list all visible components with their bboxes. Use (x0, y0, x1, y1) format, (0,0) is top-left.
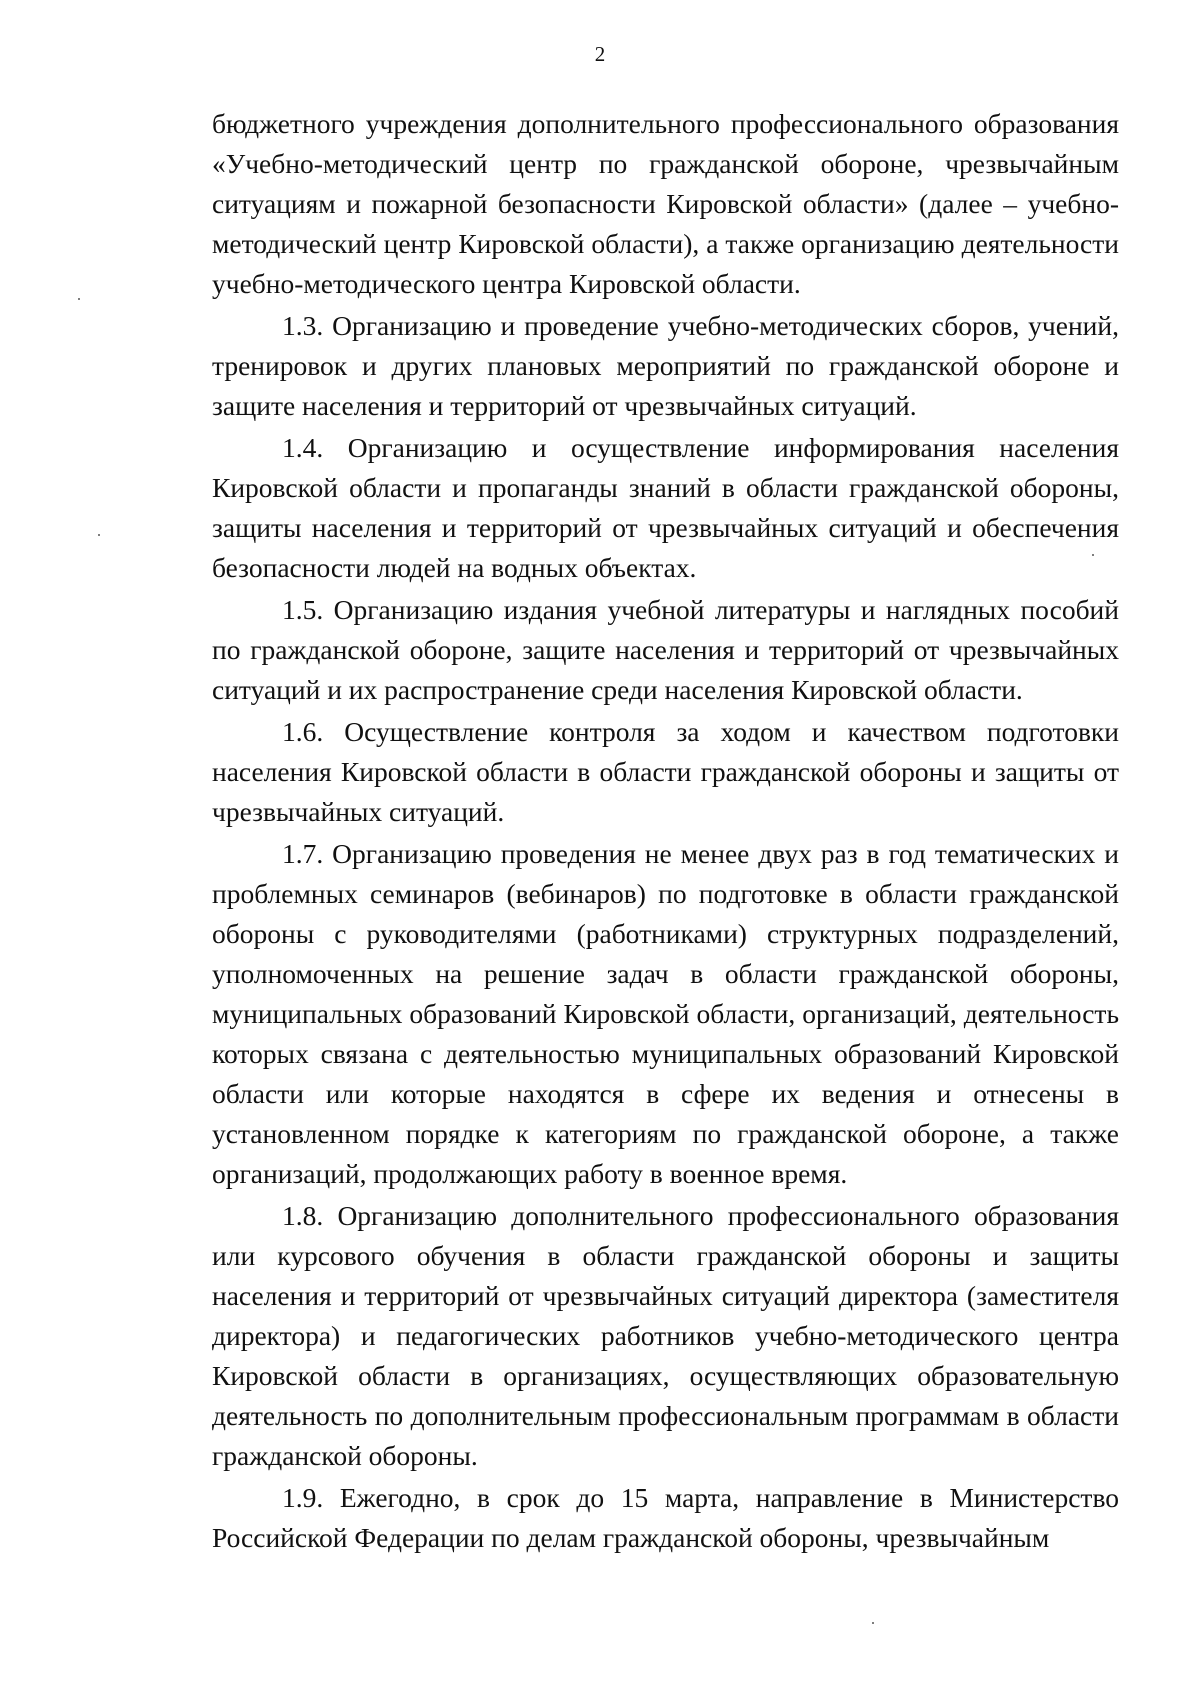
paragraph-1-3: 1.3. Организацию и проведение учебно-методических сборов, учений, тренировок и других плановых мероприятий по гражданской обороне и защите населения и территорий от чрезвычайных ситуаций. (212, 310, 1119, 421)
paragraph-1-8: 1.8. Организацию дополнительного профессионального образования или курсового обучения в области гражданской обороны и защиты населения и территорий от чрезвычайных ситуаций директора (заместителя директора) и педагогических работников учебно-методического центра Кировской области в организациях, осуществляющих образовательную деятельность по дополнительным профессиональным программам в области гражданской обороны. (212, 1200, 1119, 1471)
paragraph-1-5: 1.5. Организацию издания учебной литературы и наглядных пособий по гражданской обороне, защите населения и территорий от чрезвычайных ситуаций и их распространение среди населения Кировской области. (212, 594, 1119, 705)
scan-speck (98, 534, 100, 536)
paragraph-1-4: 1.4. Организацию и осуществление информирования населения Кировской области и пропаганды знаний в области гражданской обороны, защиты населения и территорий от чрезвычайных ситуаций и обеспечения безопасности людей на водных объектах. (212, 432, 1119, 583)
scan-speck (872, 1622, 874, 1624)
paragraph-1-7: 1.7. Организацию проведения не менее двух раз в год тематических и проблемных семинаров (вебинаров) по подготовке в области гражданской обороны с руководителями (работниками) структурных подразделений, уполномоченных на решение задач в области гражданской обороны, муниципальных образований Кировской области, организаций, деятельность которых связана с деятельностью муниципальных образований Кировской области или которые находятся в сфере их ведения и отнесены в установленном порядке к категориям по гражданской обороне, а также организаций, продолжающих работу в военное время. (212, 838, 1119, 1189)
document-body (212, 104, 1119, 1558)
paragraph-continuation: бюджетного учреждения дополнительного профессионального образования «Учебно-методический центр по гражданской обороне, чрезвычайным ситуациям и пожарной безопасности Кировской области» (далее – учебно-методический центр Кировской области), а также организацию деятельности учебно-методического центра Кировской области. (212, 108, 1119, 299)
page-number: 2 (594, 42, 606, 66)
paragraph-1-6: 1.6. Осуществление контроля за ходом и качеством подготовки населения Кировской области в области гражданской обороны и защиты от чрезвычайных ситуаций. (212, 716, 1119, 827)
scan-speck (78, 298, 80, 300)
scan-speck (1092, 554, 1094, 556)
paragraph-1-9: 1.9. Ежегодно, в срок до 15 марта, направление в Министерство Российской Федерации по делам гражданской обороны, чрезвычайным (212, 1482, 1119, 1553)
